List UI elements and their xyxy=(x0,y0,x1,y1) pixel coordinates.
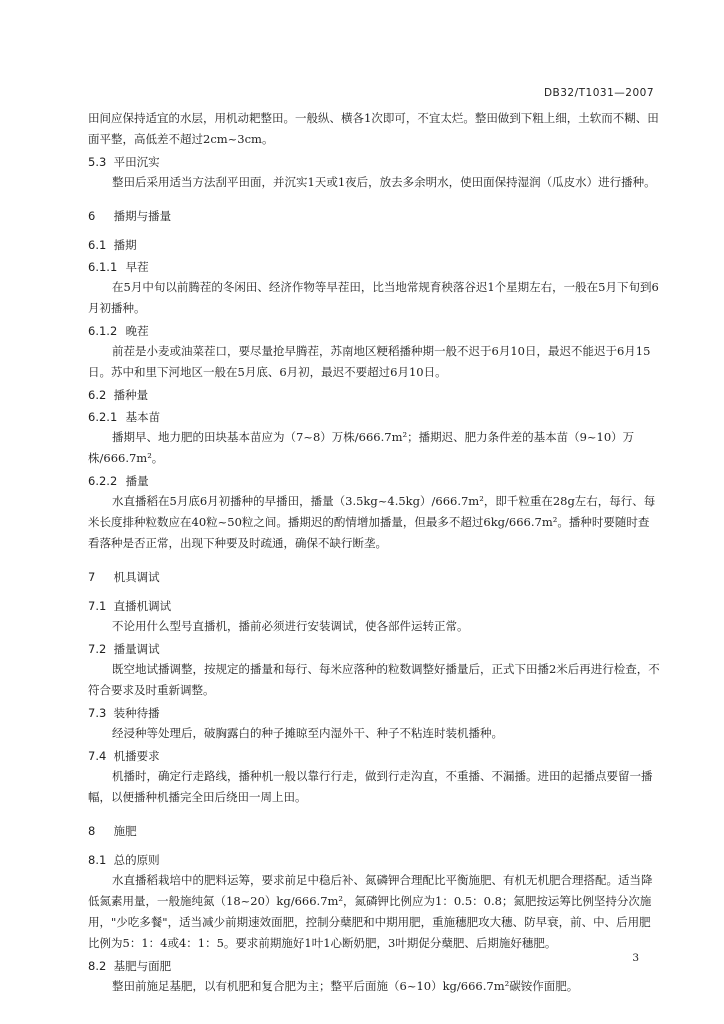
heading-number: 7 xyxy=(88,570,96,584)
heading-title: 播量调试 xyxy=(113,642,160,656)
heading-title: 总的原则 xyxy=(113,853,160,867)
heading-title: 直播机调试 xyxy=(113,599,172,613)
heading-title: 装种待播 xyxy=(113,706,160,720)
heading-title: 早茬 xyxy=(125,260,149,274)
heading-number: 6 xyxy=(88,209,96,223)
paragraph: 经浸种等处理后，破胸露白的种子摊晾至内湿外干、种子不粘连时装机播种。 xyxy=(112,726,503,740)
heading-number: 5.3 xyxy=(88,155,107,169)
section-heading xyxy=(88,206,660,227)
subsection-heading xyxy=(88,703,660,723)
subsection-heading xyxy=(88,471,660,491)
subsection-heading xyxy=(88,257,660,277)
heading-title: 播种量 xyxy=(113,388,149,402)
subsection-heading xyxy=(88,850,660,870)
paragraph: 整田后采用适当方法刮平田面，并沉实1天或1夜后，放去多余明水，使田面保持湿润（瓜皮水）进行播种。 xyxy=(112,175,656,189)
heading-number: 6.1.1 xyxy=(88,260,118,274)
subsection-heading xyxy=(88,639,660,659)
heading-number: 6.2.2 xyxy=(88,474,118,488)
paragraph: 水直播稻栽培中的肥料运筹，要求前足中稳后补、氮磷钾合理配比平衡施肥、有机无机肥合理搭配。适当降低氮素用量，一般施纯氮（18~20）kg/666.7m²，氮磷钾比例应为1：0.5：0.8；氮肥按运筹比例坚持分次施用，"少吃多餐"，适当减少前期速效面肥，控制分蘖肥和中期用肥，重施穗肥攻大穗、防早衰，前、中、后用肥比例为5：1：4或4：1：5。要求前期施好1叶1心断奶肥，3叶期促分蘖肥、后期施好穗肥。 xyxy=(88,873,653,950)
heading-number: 7.4 xyxy=(88,749,107,763)
subsection-heading xyxy=(88,321,660,341)
subsection-heading xyxy=(88,956,660,976)
paragraph: 不论用什么型号直播机，播前必须进行安装调试，使各部件运转正常。 xyxy=(112,619,469,633)
paragraph: 田间应保持适宜的水层，用机动耙整田。一般纵、横各1次即可，不宜太烂。整田做到下粗上细，土软而不糊、田面平整，高低差不超过2cm~3cm。 xyxy=(88,111,659,146)
heading-number: 6.1.2 xyxy=(88,324,118,338)
heading-title: 播期 xyxy=(113,238,137,252)
heading-number: 8.1 xyxy=(88,853,107,867)
heading-title: 基肥与面肥 xyxy=(113,959,172,973)
paragraph: 播期早、地力肥的田块基本苗应为（7~8）万株/666.7m²；播期迟、肥力条件差的基本苗（9~10）万株/666.7m²。 xyxy=(88,430,635,465)
paragraph: 整田前施足基肥，以有机肥和复合肥为主；整平后面施（6~10）kg/666.7m²碳铵作面肥。 xyxy=(112,979,579,993)
subsection-heading xyxy=(88,235,660,255)
heading-number: 7.2 xyxy=(88,642,107,656)
section-heading xyxy=(88,821,660,842)
document-body xyxy=(88,108,660,997)
subsection-heading xyxy=(88,407,660,427)
section-heading xyxy=(88,567,660,588)
heading-number: 7.1 xyxy=(88,599,107,613)
subsection-heading xyxy=(88,385,660,405)
paragraph: 既空地试播调整，按规定的播量和每行、每米应落种的粒数调整好播量后，正式下田播2米后再进行检查，不符合要求及时重新调整。 xyxy=(88,662,660,697)
subsection-heading xyxy=(88,596,660,616)
heading-number: 8.2 xyxy=(88,959,107,973)
paragraph: 在5月中旬以前腾茬的冬闲田、经济作物等早茬田，比当地常规育秧落谷迟1个星期左右，一般在5月下旬到6月初播种。 xyxy=(88,280,659,315)
heading-number: 6.1 xyxy=(88,238,107,252)
heading-title: 基本苗 xyxy=(125,410,161,424)
heading-title: 机具调试 xyxy=(113,570,160,584)
paragraph: 前茬是小麦或油菜茬口，要尽量抢早腾茬，苏南地区粳稻播种期一般不迟于6月10日，最迟不能迟于6月15日。苏中和里下河地区一般在5月底、6月初，最迟不要超过6月10日。 xyxy=(88,344,651,379)
heading-title: 机播要求 xyxy=(113,749,160,763)
heading-title: 播量 xyxy=(125,474,149,488)
paragraph: 机播时，确定行走路线，播种机一般以靠行行走，做到行走沟直，不重播、不漏播。进田的起播点要留一播幅，以便播种机播完全田后绕田一周上田。 xyxy=(88,769,653,804)
heading-number: 8 xyxy=(88,824,96,838)
heading-number: 6.2.1 xyxy=(88,410,118,424)
page-number: 3 xyxy=(632,952,639,964)
paragraph: 水直播稻在5月底6月初播种的早播田，播量（3.5kg~4.5kg）/666.7m²，即千粒重在28g左右，每行、每米长度排种粒数应在40粒~50粒之间。播期迟的酌情增加播量，但最多不超过6kg/666.7m²。播种时要随时查看落种是否正常，出现下种要及时疏通，确保不缺行断垄。 xyxy=(88,494,656,550)
heading-title: 播期与播量 xyxy=(113,209,172,223)
standard-code: DB32/T1031—2007 xyxy=(543,87,654,99)
subsection-heading xyxy=(88,746,660,766)
subsection-heading xyxy=(88,152,660,172)
heading-title: 平田沉实 xyxy=(113,155,160,169)
heading-number: 6.2 xyxy=(88,388,107,402)
heading-title: 晚茬 xyxy=(125,324,149,338)
heading-number: 7.3 xyxy=(88,706,107,720)
heading-title: 施肥 xyxy=(113,824,137,838)
